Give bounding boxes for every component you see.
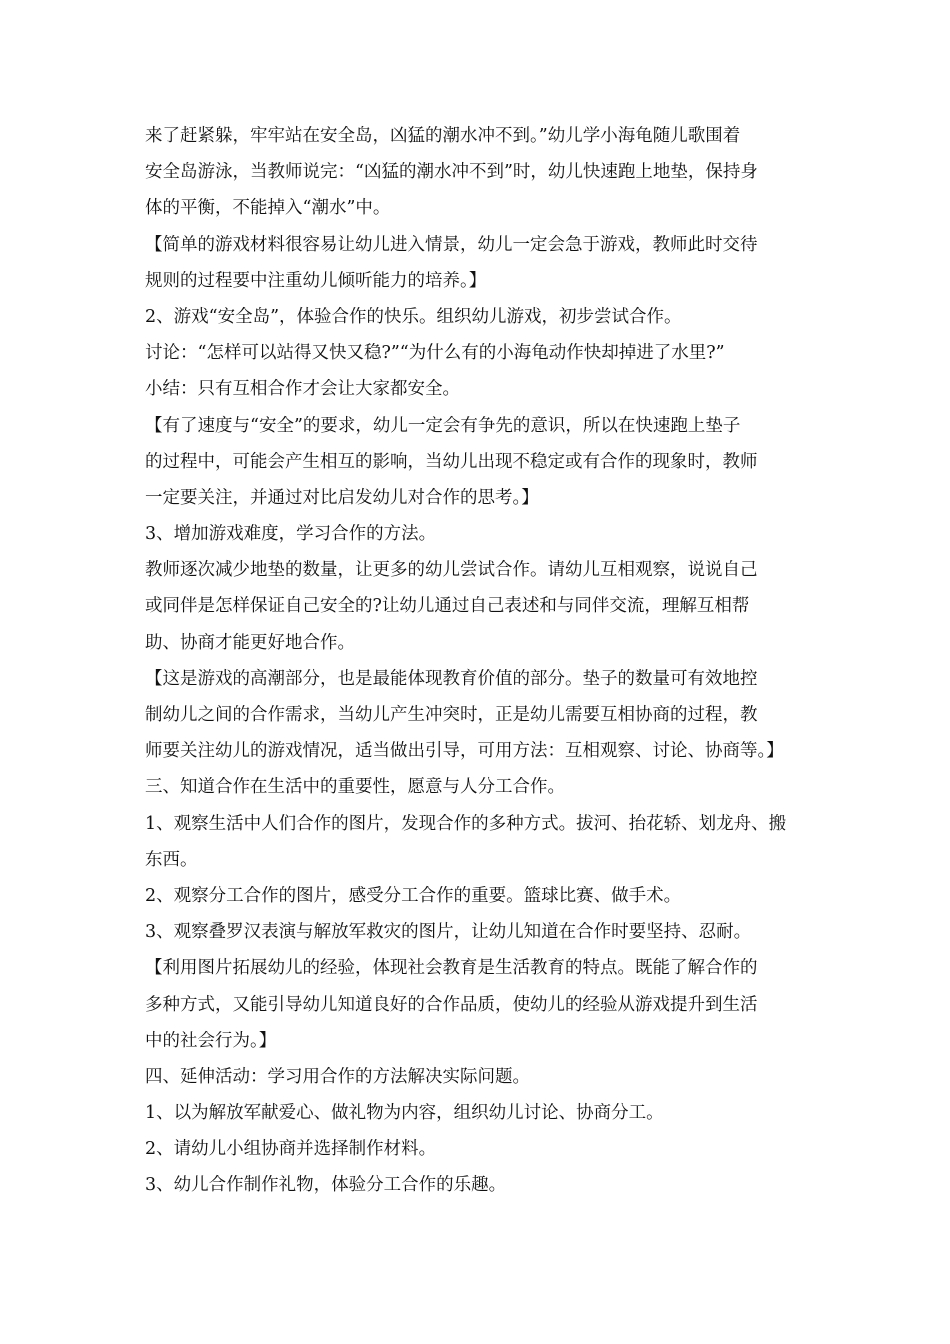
text-line: 教师逐次减少地垫的数量，让更多的幼儿尝试合作。请幼儿互相观察，说说自己 xyxy=(145,560,758,581)
text-line: 讨论：“怎样可以站得又快又稳?”“为什么有的小海龟动作快却掉进了水里?” xyxy=(145,343,725,364)
annotation-line: 制幼儿之间的合作需求，当幼儿产生冲突时，正是幼儿需要互相协商的过程，教 xyxy=(145,705,758,725)
annotation-line: 一定要关注，并通过对比启发幼儿对合作的思考。】 xyxy=(145,487,539,508)
annotation-line: 中的社会行为。】 xyxy=(145,1030,277,1051)
list-item: 东西。 xyxy=(145,849,198,870)
text-line: 安全岛游泳，当教师说完：“凶猛的潮水冲不到”时，幼儿快速跑上地垫，保持身 xyxy=(145,162,758,183)
text-line: 助、协商才能更好地合作。 xyxy=(145,632,355,653)
list-item: 1、以为解放军献爱心、做礼物为内容，组织幼儿讨论、协商分工。 xyxy=(145,1103,664,1124)
annotation-line: 师要关注幼儿的游戏情况，适当做出引导，可用方法：互相观察、讨论、协商等。】 xyxy=(145,741,784,762)
step-heading: 3、增加游戏难度，学习合作的方法。 xyxy=(145,524,437,545)
section-heading: 四、延伸活动：学习用合作的方法解决实际问题。 xyxy=(145,1066,530,1087)
annotation-line: 【有了速度与“安全”的要求，幼儿一定会有争先的意识，所以在快速跑上垫子 xyxy=(145,415,741,436)
list-item: 2、观察分工合作的图片，感受分工合作的重要。篮球比赛、做手术。 xyxy=(145,885,682,906)
step-heading: 2、游戏“安全岛”，体验合作的快乐。组织幼儿游戏，初步尝试合作。 xyxy=(145,306,682,327)
text-line: 体的平衡，不能掉入“潮水”中。 xyxy=(145,198,391,219)
annotation-line: 规则的过程要中注重幼儿倾听能力的培养。】 xyxy=(145,270,487,291)
annotation-line: 的过程中，可能会产生相互的影响，当幼儿出现不稳定或有合作的现象时，教师 xyxy=(145,451,758,472)
annotation-line: 【这是游戏的高潮部分，也是最能体现教育价值的部分。垫子的数量可有效地控 xyxy=(145,668,758,689)
text-line: 小结：只有互相合作才会让大家都安全。 xyxy=(145,379,460,400)
text-line: 或同伴是怎样保证自己安全的?让幼儿通过自己表述和与同伴交流，理解互相帮 xyxy=(145,596,750,617)
list-item: 1、观察生活中人们合作的图片，发现合作的多种方式。拔河、抬花轿、划龙舟、搬 xyxy=(145,813,787,834)
annotation-line: 【简单的游戏材料很容易让幼儿进入情景，幼儿一定会急于游戏，教师此时交待 xyxy=(145,234,758,255)
list-item: 3、幼儿合作制作礼物，体验分工合作的乐趣。 xyxy=(145,1175,507,1196)
section-heading: 三、知道合作在生活中的重要性，愿意与人分工合作。 xyxy=(145,777,565,798)
document-body xyxy=(145,118,810,1204)
list-item: 2、请幼儿小组协商并选择制作材料。 xyxy=(145,1139,437,1160)
list-item: 3、观察叠罗汉表演与解放军救灾的图片，让幼儿知道在合作时要坚持、忍耐。 xyxy=(145,922,752,943)
annotation-line: 多种方式，又能引导幼儿知道良好的合作品质，使幼儿的经验从游戏提升到生活 xyxy=(145,994,758,1015)
annotation-line: 【利用图片拓展幼儿的经验，体现社会教育是生活教育的特点。既能了解合作的 xyxy=(145,958,758,979)
text-line: 来了赶紧躲，牢牢站在安全岛，凶猛的潮水冲不到。”幼儿学小海龟随儿歌围着 xyxy=(145,126,741,146)
